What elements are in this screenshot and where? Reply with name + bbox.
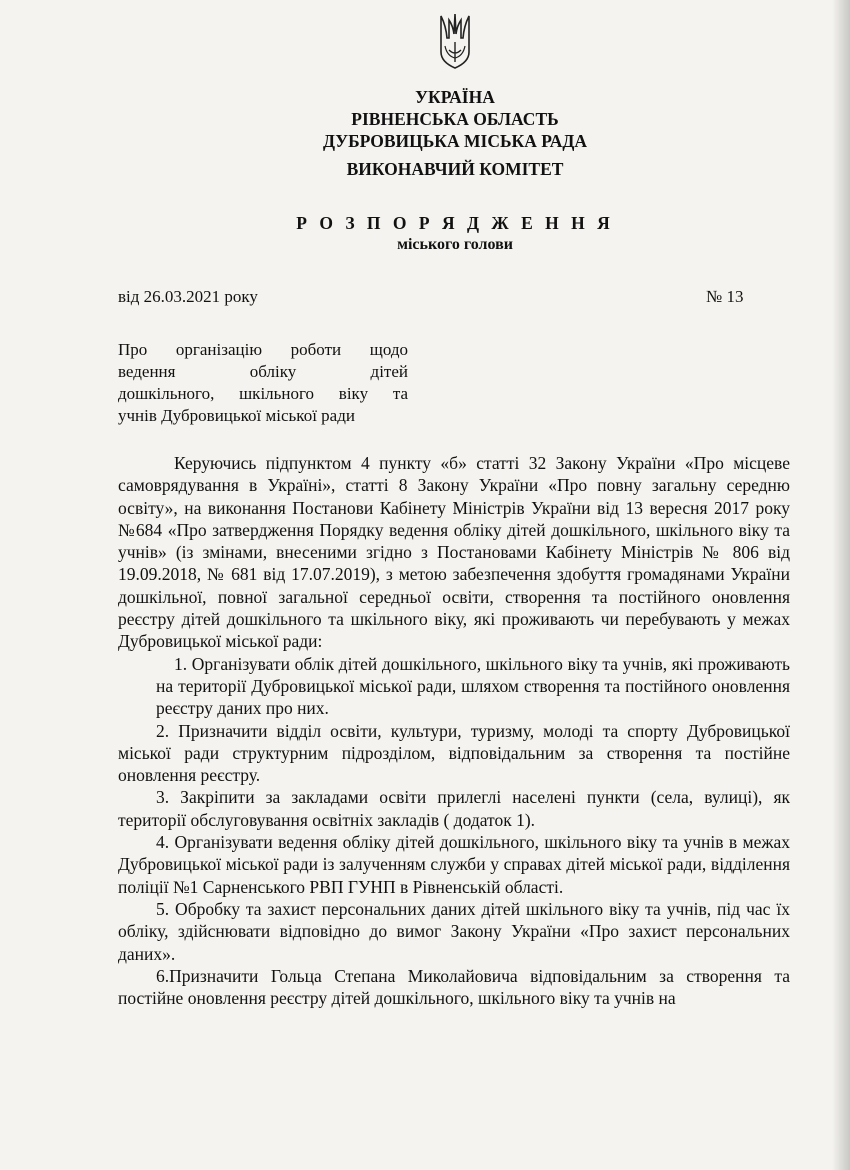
preamble-paragraph: Керуючись підпунктом 4 пункту «б» статті 32 Закону України «Про місцеве самоврядування в Україні», статті 8 Закону України «Про повну загальну середню освіту», на виконання Постанови Кабінету Міністрів України від 13 вересня 2017 року №684 «Про затвердження Порядку ведення обліку дітей дошкільного, шкільного віку та учнів» (із змінами, внесеними згідно з Постановами Кабінету Міністрів № 806 від 19.09.2018, № 681 від 17.07.2019), з метою забезпечення здобуття громадянами України дошкільної, повної загальної середньої освіти, створення та постійного оновлення реєстру дітей дошкільного та шкільного віку, які проживають чи перебувають у межах Дубровицької міської ради: [118,453,790,652]
scan-edge-shadow [832,0,850,1170]
header-country: УКРАЇНА [415,87,495,107]
header-committee: ВИКОНАВЧИЙ КОМІТЕТ [346,159,564,179]
subject-line: учнів Дубровицької міської ради [118,406,355,425]
document-subject [118,339,408,427]
order-item-5: 5. Обробку та захист персональних даних дітей шкільного віку та учнів, під час їх обліку, здійснювати відповідно до вимог Закону України «Про захист персональних даних». [118,898,790,964]
header-council: ДУБРОВИЦЬКА МІСЬКА РАДА [322,131,588,151]
order-item-3: 3. Закріпити за закладами освіти прилеглі населені пункти (села, вулиці), як території обслуговування освітніх закладів ( додаток 1). [118,787,790,830]
document-subtitle: міського голови [397,236,513,253]
document-date: від 26.03.2021 року [118,287,258,306]
header-region: РІВНЕНСЬКА ОБЛАСТЬ [351,109,559,129]
order-item-6: 6.Призначити Гольца Степана Миколайовича відповідальним за створення та постійне оновлення реєстру дітей дошкільного, шкільного віку та учнів на [118,965,790,1009]
subject-line: дошкільного, шкільного віку та [118,384,408,403]
document-type-title: Р О З П О Р Я Д Ж Е Н Н Я [296,213,614,233]
order-item-1: 1. Організувати облік дітей дошкільного, шкільного віку та учнів, які проживають на території Дубровицької міської ради, шляхом створення та постійного оновлення реєстру даних про них. [156,653,790,719]
order-item-2: 2. Призначити відділ освіти, культури, туризму, молоді та спорту Дубровицької міської ради структурним підрозділом, відповідальним за створення та постійне оновлення реєстру. [118,720,790,786]
subject-line: ведення обліку дітей [118,362,408,381]
order-item-4: 4. Організувати ведення обліку дітей дошкільного, шкільного віку та учнів в межах Дубровицької міської ради із залученням служби у справах дітей міської ради, відділення поліції №1 Сарненського РВП ГУНП в Рівненській області. [118,832,790,897]
document-number: № 13 [706,287,744,306]
document-header [0,86,850,180]
trident-emblem-icon [437,12,473,70]
document-body [118,452,790,1009]
subject-line: Про організацію роботи щодо [118,340,408,359]
bleed-through-text [60,44,64,66]
